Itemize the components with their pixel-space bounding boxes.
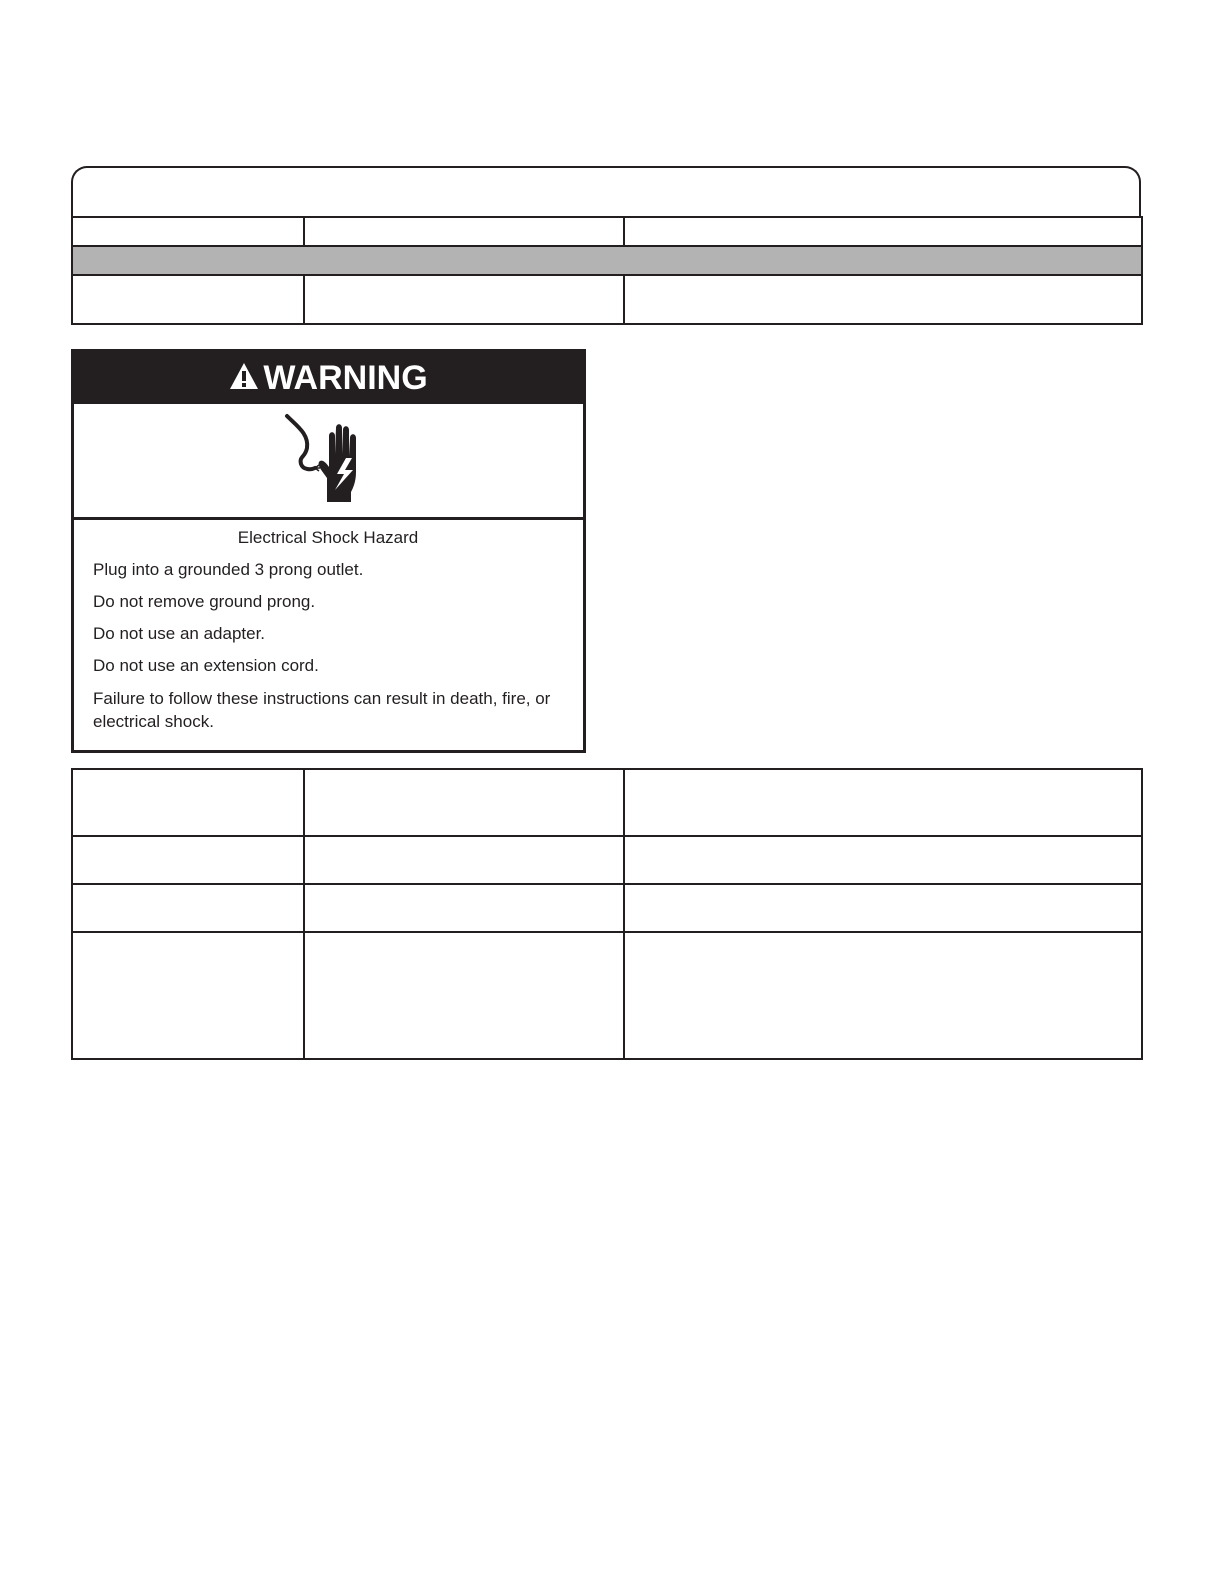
table-cell [72,769,304,836]
table-cell [624,769,1142,836]
table-row [72,275,1142,324]
warning-header [74,352,583,404]
table-cell [72,932,304,1059]
warning-instruction: Plug into a grounded 3 prong outlet. [93,560,364,579]
warning-body [74,520,583,733]
table-row [72,769,1142,836]
warning-title: WARNING [263,359,428,397]
table-cell [72,246,1142,275]
table-row [72,884,1142,932]
table-cell [624,884,1142,932]
table-cell [72,217,304,246]
top-table-column-header-row [72,217,1142,246]
electrical-shock-hand-icon [283,412,375,509]
hazard-title: Electrical Shock Hazard [237,528,419,547]
table-cell [624,217,1142,246]
table-cell [624,275,1142,324]
warning-triangle-icon [229,362,259,395]
table-cell [624,932,1142,1059]
table-cell [72,836,304,884]
table-cell [304,275,624,324]
warning-box [71,349,586,753]
table-cell [304,836,624,884]
table-cell [72,884,304,932]
warning-instruction: Do not remove ground prong. [93,592,316,611]
table-cell [304,217,624,246]
warning-instruction: Do not use an extension cord. [93,656,319,675]
warning-instruction: Failure to follow these instructions can result in death, fire, or electrical shock. [93,689,551,731]
table-cell [304,769,624,836]
table-cell [304,932,624,1059]
table-cell [304,884,624,932]
top-table [71,216,1143,325]
bottom-table [71,768,1143,1060]
table-cell [624,836,1142,884]
table-row [72,932,1142,1059]
warning-pictogram-area [74,404,583,520]
top-table-section-band [72,246,1142,275]
table-row [72,836,1142,884]
table-cell [72,275,304,324]
warning-instruction: Do not use an adapter. [93,624,266,643]
top-table-header [71,166,1141,217]
